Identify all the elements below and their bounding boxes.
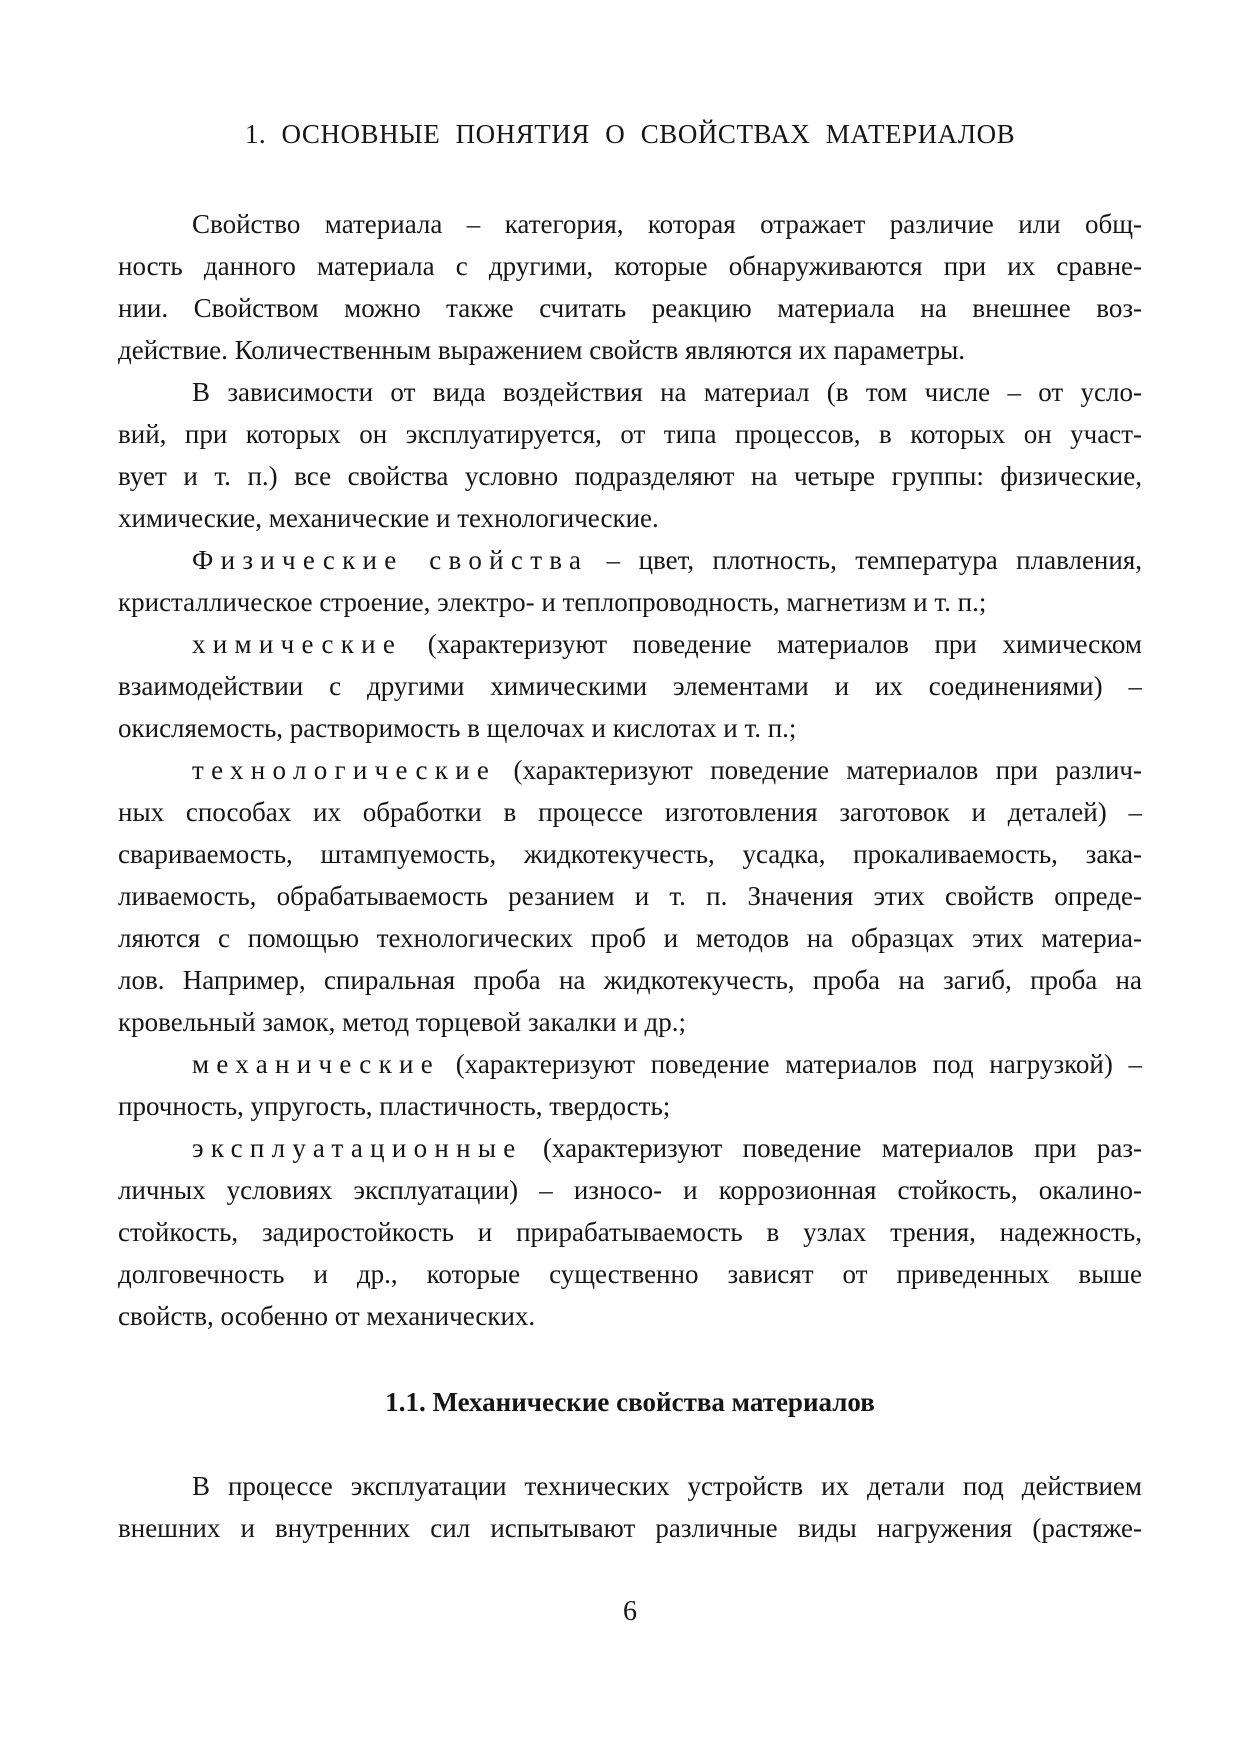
text-line: ность данного материала с другими, которые обнаруживаются при их сравне- xyxy=(118,251,1142,281)
text-segment: (характеризуют поведение материалов под нагрузкой) – xyxy=(440,1049,1142,1079)
emphasized-term: химические xyxy=(192,629,403,659)
text-line: кристаллическое строение, электро- и теплопроводность, магнетизм и т. п.; xyxy=(118,587,987,617)
emphasized-term: эксплуатационные xyxy=(192,1133,523,1163)
body-text xyxy=(118,203,1142,1337)
text-line xyxy=(118,539,1142,581)
section-heading: 1.1. Механические свойства материалов xyxy=(385,1387,875,1417)
text-line: стойкость, задиростойкость и прирабатываемость в узлах трения, надежность, xyxy=(118,1217,1142,1247)
text-line: долговечность и др., которые существенно зависят от приведенных выше xyxy=(118,1259,1142,1289)
text-line: окисляемость, растворимость в щелочах и кислотах и т. п.; xyxy=(118,713,797,743)
text-segment: (характеризуют поведение материалов при химическом xyxy=(402,629,1142,659)
text-segment: (характеризуют поведение материалов при раз- xyxy=(522,1133,1142,1163)
paragraph xyxy=(118,371,1142,539)
text-line: личных условиях эксплуатации) – износо- и коррозионная стойкость, окалино- xyxy=(118,1175,1142,1205)
text-line: Свойство материала – категория, которая отражает различие или общ- xyxy=(192,209,1142,239)
text-line xyxy=(118,749,1142,791)
text-line xyxy=(118,623,1142,665)
paragraph xyxy=(118,623,1142,749)
text-line: свариваемость, штампуемость, жидкотекучесть, усадка, прокаливаемость, зака- xyxy=(118,839,1142,869)
text-line xyxy=(118,1127,1142,1169)
paragraph xyxy=(118,749,1142,1043)
text-line: прочность, упругость, пластичность, твердость; xyxy=(118,1091,671,1121)
text-line: вует и т. п.) все свойства условно подразделяют на четыре группы: физические, xyxy=(118,461,1142,491)
text-line: свойств, особенно от механических. xyxy=(118,1301,536,1331)
text-line: внешних и внутренних сил испытывают различные виды нагружения (растяже- xyxy=(118,1513,1142,1543)
text-line: действие. Количественным выражением свойств являются их параметры. xyxy=(118,335,965,365)
text-line: взаимодействии с другими химическими элементами и их соединениями) – xyxy=(118,671,1142,701)
paragraph xyxy=(118,1043,1142,1127)
text-line: вий, при которых он эксплуатируется, от типа процессов, в которых он участ- xyxy=(118,419,1142,449)
text-line: химические, механические и технологические. xyxy=(118,503,659,533)
emphasized-term: Физические свойства xyxy=(192,545,589,575)
text-line: В процессе эксплуатации технических устройств их детали под действием xyxy=(192,1471,1142,1501)
chapter-title: 1. ОСНОВНЫЕ ПОНЯТИЯ О СВОЙСТВАХ МАТЕРИАЛОВ xyxy=(244,119,1016,149)
paragraph xyxy=(118,1127,1142,1337)
page-number: 6 xyxy=(623,1596,637,1627)
paragraph xyxy=(118,1465,1142,1549)
body-text-after-heading xyxy=(118,1465,1142,1549)
text-line: ливаемость, обрабатываемость резанием и т. п. Значения этих свойств опреде- xyxy=(118,881,1142,911)
emphasized-term: механические xyxy=(192,1049,440,1079)
text-line: кровельный замок, метод торцевой закалки и др.; xyxy=(118,1007,687,1037)
paragraph xyxy=(118,203,1142,371)
text-line: ных способах их обработки в процессе изготовления заготовок и деталей) – xyxy=(118,797,1142,827)
text-line xyxy=(118,1043,1142,1085)
emphasized-term: технологические xyxy=(192,755,497,785)
text-line: лов. Например, спиральная проба на жидкотекучесть, проба на загиб, проба на xyxy=(118,965,1142,995)
text-line: В зависимости от вида воздействия на материал (в том числе – от усло- xyxy=(192,377,1142,407)
paragraph xyxy=(118,539,1142,623)
text-line: нии. Свойством можно также считать реакцию материала на внешнее воз- xyxy=(118,293,1142,323)
text-segment: (характеризуют поведение материалов при различ- xyxy=(496,755,1142,785)
text-line: ляются с помощью технологических проб и методов на образцах этих материа- xyxy=(118,923,1142,953)
text-segment: – цвет, плотность, температура плавления, xyxy=(588,545,1142,575)
